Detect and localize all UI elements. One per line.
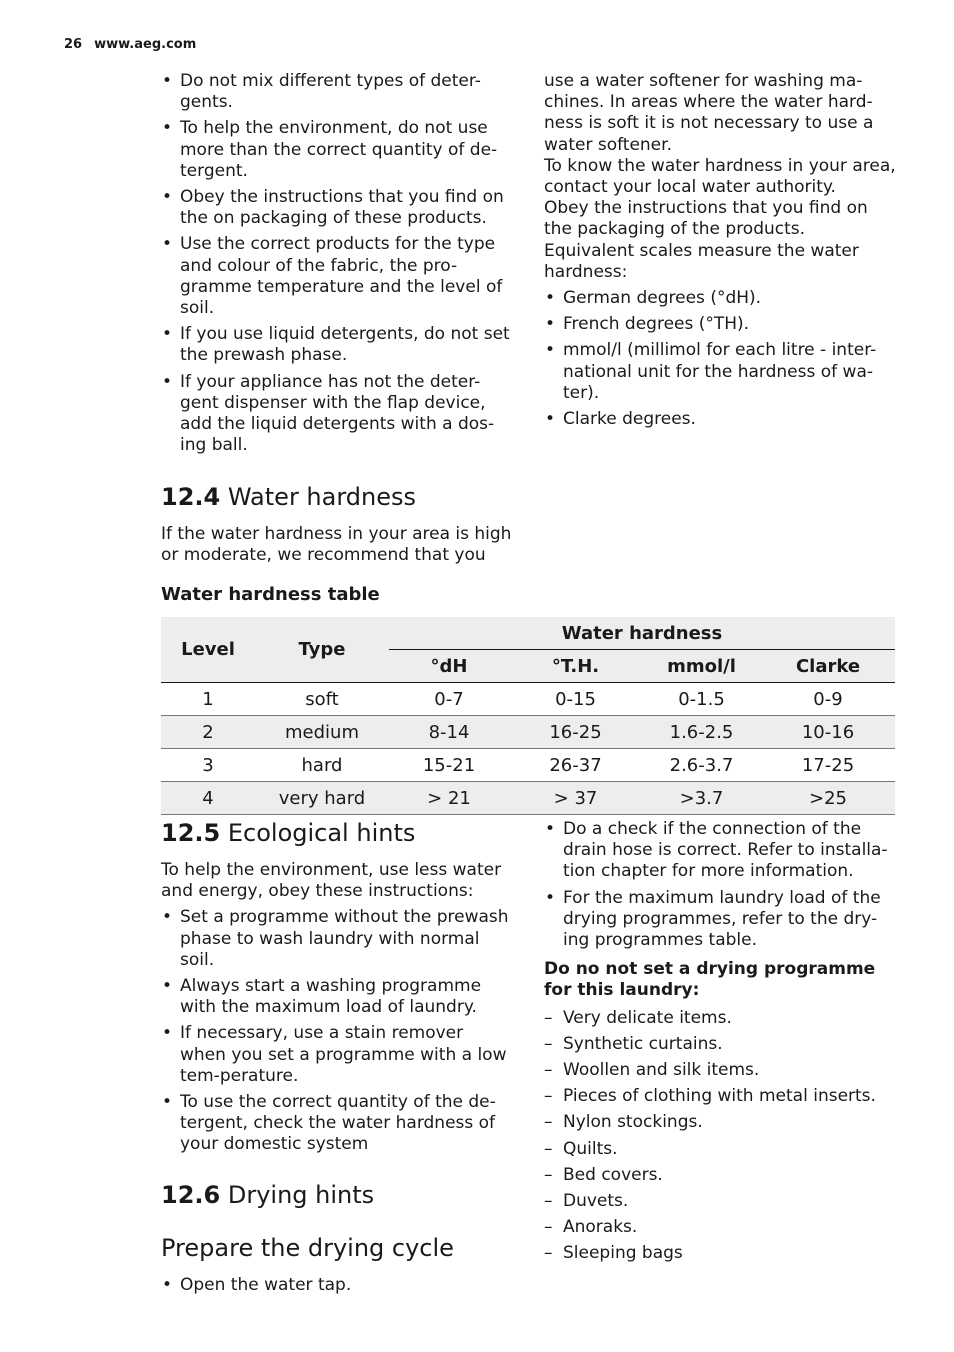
cell-type: medium bbox=[255, 716, 389, 749]
section-number: 12.5 bbox=[161, 819, 221, 847]
section-title: Drying hints bbox=[227, 1181, 375, 1209]
warning-heading: Do no not set a drying programme for this laundry: bbox=[544, 959, 876, 1001]
list-item: • To help the environment, do not use more than the correct quantity of de-tergent. bbox=[161, 118, 513, 182]
section-title: Ecological hints bbox=[227, 819, 416, 847]
list-item: – Woollen and silk items. bbox=[544, 1060, 896, 1081]
list-item: • If you use liquid detergents, do not set the prewash phase. bbox=[161, 324, 513, 366]
cell-th: 26-37 bbox=[509, 749, 642, 782]
table-row bbox=[161, 683, 895, 716]
table-caption: Water hardness table bbox=[161, 584, 380, 605]
paragraph: use a water softener for washing ma-chines. In areas where the water hard-ness is soft it is not necessary to use a water softener. bbox=[544, 71, 874, 155]
cell-type: very hard bbox=[255, 782, 389, 815]
cell-dh: 15-21 bbox=[389, 749, 509, 782]
cell-dh: > 21 bbox=[389, 782, 509, 815]
water-hardness-table bbox=[161, 617, 895, 815]
cell-clarke: 10-16 bbox=[761, 716, 895, 749]
list-item: – Duvets. bbox=[544, 1191, 896, 1212]
water-hardness-intro bbox=[161, 524, 513, 566]
cell-level: 4 bbox=[161, 782, 255, 815]
section-heading-ecological-hints bbox=[161, 819, 415, 847]
list-item: • To use the correct quantity of the de-tergent, check the water hardness of your domestic system bbox=[161, 1092, 513, 1156]
list-item: • Clarke degrees. bbox=[544, 409, 896, 430]
section-number: 12.6 bbox=[161, 1181, 221, 1209]
detergent-bullets bbox=[161, 71, 513, 461]
cell-mmol: 0-1.5 bbox=[642, 683, 761, 716]
drying-cycle-bullets bbox=[161, 1275, 513, 1301]
header-mmol: mmol/l bbox=[642, 650, 761, 683]
list-item: • Obey the instructions that you find on the on packaging of these products. bbox=[161, 187, 513, 229]
section-heading-drying-hints bbox=[161, 1181, 374, 1209]
list-item: – Pieces of clothing with metal inserts. bbox=[544, 1086, 896, 1107]
cell-mmol: 1.6-2.5 bbox=[642, 716, 761, 749]
list-item: – Anoraks. bbox=[544, 1217, 896, 1238]
list-item: • French degrees (°TH). bbox=[544, 314, 896, 335]
page-header bbox=[64, 37, 196, 52]
header-type: Type bbox=[255, 617, 389, 683]
table-row bbox=[161, 716, 895, 749]
list-item: • Open the water tap. bbox=[161, 1275, 513, 1296]
header-th: °T.H. bbox=[509, 650, 642, 683]
list-item: • Do a check if the connection of the drain hose is correct. Refer to installa-tion chapter for more information. bbox=[544, 819, 896, 883]
list-item: • mmol/l (millimol for each litre - inter-national unit for the hardness of wa-ter). bbox=[544, 340, 896, 404]
list-item: – Nylon stockings. bbox=[544, 1112, 896, 1133]
cell-clarke: >25 bbox=[761, 782, 895, 815]
table-row bbox=[161, 749, 895, 782]
section-title: Water hardness bbox=[227, 483, 417, 511]
list-item: • Do not mix different types of deter-gents. bbox=[161, 71, 513, 113]
header-dh: °dH bbox=[389, 650, 509, 683]
section-heading-water-hardness bbox=[161, 483, 416, 511]
paragraph: Obey the instructions that you find on the packaging of the products. bbox=[544, 198, 868, 240]
header-water-hardness: Water hardness bbox=[561, 622, 723, 644]
list-item: • For the maximum laundry load of the drying programmes, refer to the dry-ing programmes table. bbox=[544, 888, 896, 952]
paragraph: If the water hardness in your area is high or moderate, we recommend that you bbox=[161, 524, 512, 566]
subheading-prepare-drying-cycle: Prepare the drying cycle bbox=[161, 1234, 454, 1262]
list-item: • If necessary, use a stain remover when you set a programme with a low tem-perature. bbox=[161, 1023, 513, 1087]
cell-clarke: 17-25 bbox=[761, 749, 895, 782]
page-number: 26 bbox=[64, 37, 83, 52]
paragraph: To help the environment, use less water and energy, obey these instructions: bbox=[161, 860, 502, 902]
cell-type: hard bbox=[255, 749, 389, 782]
header-clarke: Clarke bbox=[761, 650, 895, 683]
cell-mmol: >3.7 bbox=[642, 782, 761, 815]
list-item: – Synthetic curtains. bbox=[544, 1034, 896, 1055]
website-url: www.aeg.com bbox=[94, 37, 197, 52]
paragraph: Equivalent scales measure the water hardness: bbox=[544, 240, 859, 282]
cell-clarke: 0-9 bbox=[761, 683, 895, 716]
ecological-hints-body bbox=[161, 860, 513, 1161]
cell-level: 2 bbox=[161, 716, 255, 749]
list-item: • German degrees (°dH). bbox=[544, 288, 896, 309]
list-item: • Set a programme without the prewash phase to wash laundry with normal soil. bbox=[161, 907, 513, 971]
cell-th: 0-15 bbox=[509, 683, 642, 716]
list-item: • Always start a washing programme with the maximum load of laundry. bbox=[161, 976, 513, 1018]
drying-hints-continued bbox=[544, 819, 896, 1270]
cell-th: 16-25 bbox=[509, 716, 642, 749]
list-item: – Quilts. bbox=[544, 1139, 896, 1160]
list-item: – Very delicate items. bbox=[544, 1008, 896, 1029]
cell-mmol: 2.6-3.7 bbox=[642, 749, 761, 782]
water-softener-text bbox=[544, 71, 896, 435]
table-row bbox=[161, 782, 895, 815]
cell-level: 3 bbox=[161, 749, 255, 782]
header-level: Level bbox=[161, 617, 255, 683]
cell-type: soft bbox=[255, 683, 389, 716]
list-item: – Bed covers. bbox=[544, 1165, 896, 1186]
list-item: – Sleeping bags bbox=[544, 1243, 896, 1264]
list-item: • If your appliance has not the deter-gent dispenser with the flap device, add the liquid detergents with a dos-ing ball. bbox=[161, 372, 513, 457]
cell-dh: 0-7 bbox=[389, 683, 509, 716]
cell-th: > 37 bbox=[509, 782, 642, 815]
cell-dh: 8-14 bbox=[389, 716, 509, 749]
cell-level: 1 bbox=[161, 683, 255, 716]
paragraph: To know the water hardness in your area, contact your local water authority. bbox=[544, 155, 896, 198]
section-number: 12.4 bbox=[161, 483, 221, 511]
list-item: • Use the correct products for the type and colour of the fabric, the pro-gramme temperature and the level of soil. bbox=[161, 234, 513, 319]
